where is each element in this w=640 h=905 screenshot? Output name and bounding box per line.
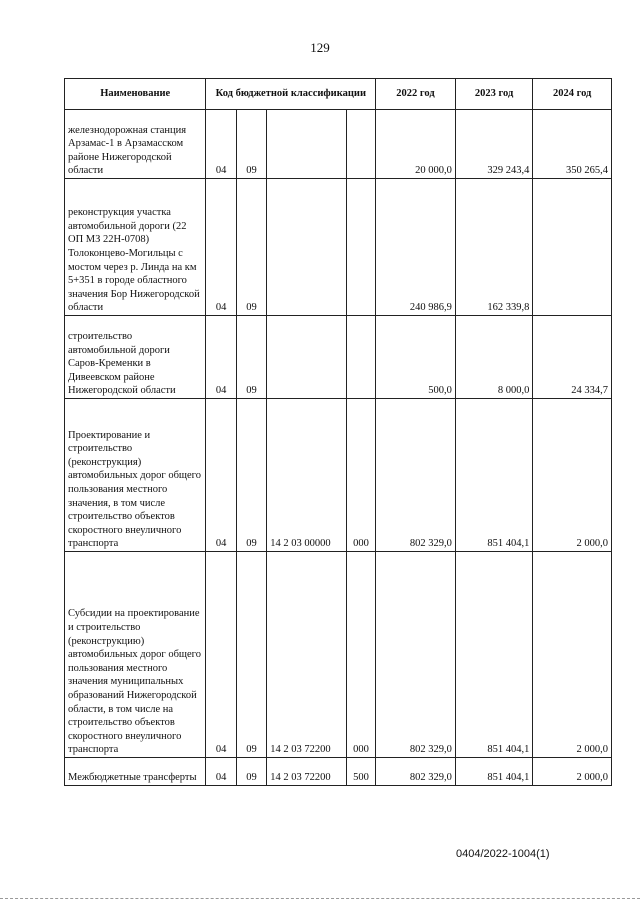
row-target-article: 14 2 03 72200 [267, 758, 347, 786]
row-name: реконструкция участка автомобильной дороги (22 ОП МЗ 22Н-0708) Толоконцево-Могильцы с мостом через р. Линда на км 5+351 в городе областного значения Бор Нижегородской области [65, 179, 206, 316]
row-subsection: 09 [236, 179, 266, 316]
table-row [65, 758, 612, 786]
budget-table [64, 78, 612, 786]
row-value-2023: 162 339,8 [455, 179, 533, 316]
row-subsection: 09 [236, 758, 266, 786]
table-row [65, 110, 612, 179]
row-target-article [267, 110, 347, 179]
row-name: Межбюджетные трансферты [65, 758, 206, 786]
row-value-2024: 24 334,7 [533, 316, 612, 399]
header-2022: 2022 год [376, 79, 456, 110]
row-name: железнодорожная станция Арзамас-1 в Арзамасском районе Нижегородской области [65, 110, 206, 179]
row-expense-type [346, 316, 375, 399]
row-section: 04 [206, 758, 236, 786]
row-name: строительство автомобильной дороги Саров-Кременки в Дивеевском районе Нижегородской области [65, 316, 206, 399]
row-section: 04 [206, 552, 236, 758]
row-section: 04 [206, 110, 236, 179]
header-code: Код бюджетной классификации [206, 79, 376, 110]
row-value-2024: 350 265,4 [533, 110, 612, 179]
row-subsection: 09 [236, 399, 266, 552]
table-row [65, 179, 612, 316]
row-value-2024: 2 000,0 [533, 399, 612, 552]
row-section: 04 [206, 316, 236, 399]
row-expense-type [346, 110, 375, 179]
scan-edge-line [0, 898, 640, 900]
header-name: Наименование [65, 79, 206, 110]
header-2023: 2023 год [455, 79, 533, 110]
row-value-2023: 851 404,1 [455, 399, 533, 552]
row-target-article: 14 2 03 00000 [267, 399, 347, 552]
row-value-2023: 851 404,1 [455, 758, 533, 786]
row-value-2022: 500,0 [376, 316, 456, 399]
row-name: Субсидии на проектирование и строительство (реконструкцию) автомобильных дорог общего пользования местного значения муниципальных образований Нижегородской области, в том числе на строительство объектов скоростного внеуличного транспорта [65, 552, 206, 758]
row-section: 04 [206, 179, 236, 316]
row-expense-type [346, 179, 375, 316]
row-value-2024: 2 000,0 [533, 552, 612, 758]
row-subsection: 09 [236, 552, 266, 758]
row-value-2024 [533, 179, 612, 316]
row-value-2023: 851 404,1 [455, 552, 533, 758]
row-value-2022: 20 000,0 [376, 110, 456, 179]
table-row [65, 552, 612, 758]
row-target-article: 14 2 03 72200 [267, 552, 347, 758]
row-value-2024: 2 000,0 [533, 758, 612, 786]
row-value-2023: 329 243,4 [455, 110, 533, 179]
row-subsection: 09 [236, 316, 266, 399]
row-value-2022: 802 329,0 [376, 399, 456, 552]
header-row [65, 79, 612, 110]
row-value-2022: 802 329,0 [376, 758, 456, 786]
row-section: 04 [206, 399, 236, 552]
row-target-article [267, 179, 347, 316]
document-code: 0404/2022-1004(1) [456, 848, 550, 860]
header-2024: 2024 год [533, 79, 612, 110]
row-target-article [267, 316, 347, 399]
table-row [65, 399, 612, 552]
row-subsection: 09 [236, 110, 266, 179]
row-value-2022: 240 986,9 [376, 179, 456, 316]
row-expense-type: 000 [346, 552, 375, 758]
row-expense-type: 500 [346, 758, 375, 786]
table-row [65, 316, 612, 399]
page-number: 129 [310, 40, 330, 55]
row-name: Проектирование и строительство (реконструкция) автомобильных дорог общего пользования местного значения, в том числе строительство объектов скоростного внеуличного транспорта [65, 399, 206, 552]
row-value-2023: 8 000,0 [455, 316, 533, 399]
row-value-2022: 802 329,0 [376, 552, 456, 758]
row-expense-type: 000 [346, 399, 375, 552]
